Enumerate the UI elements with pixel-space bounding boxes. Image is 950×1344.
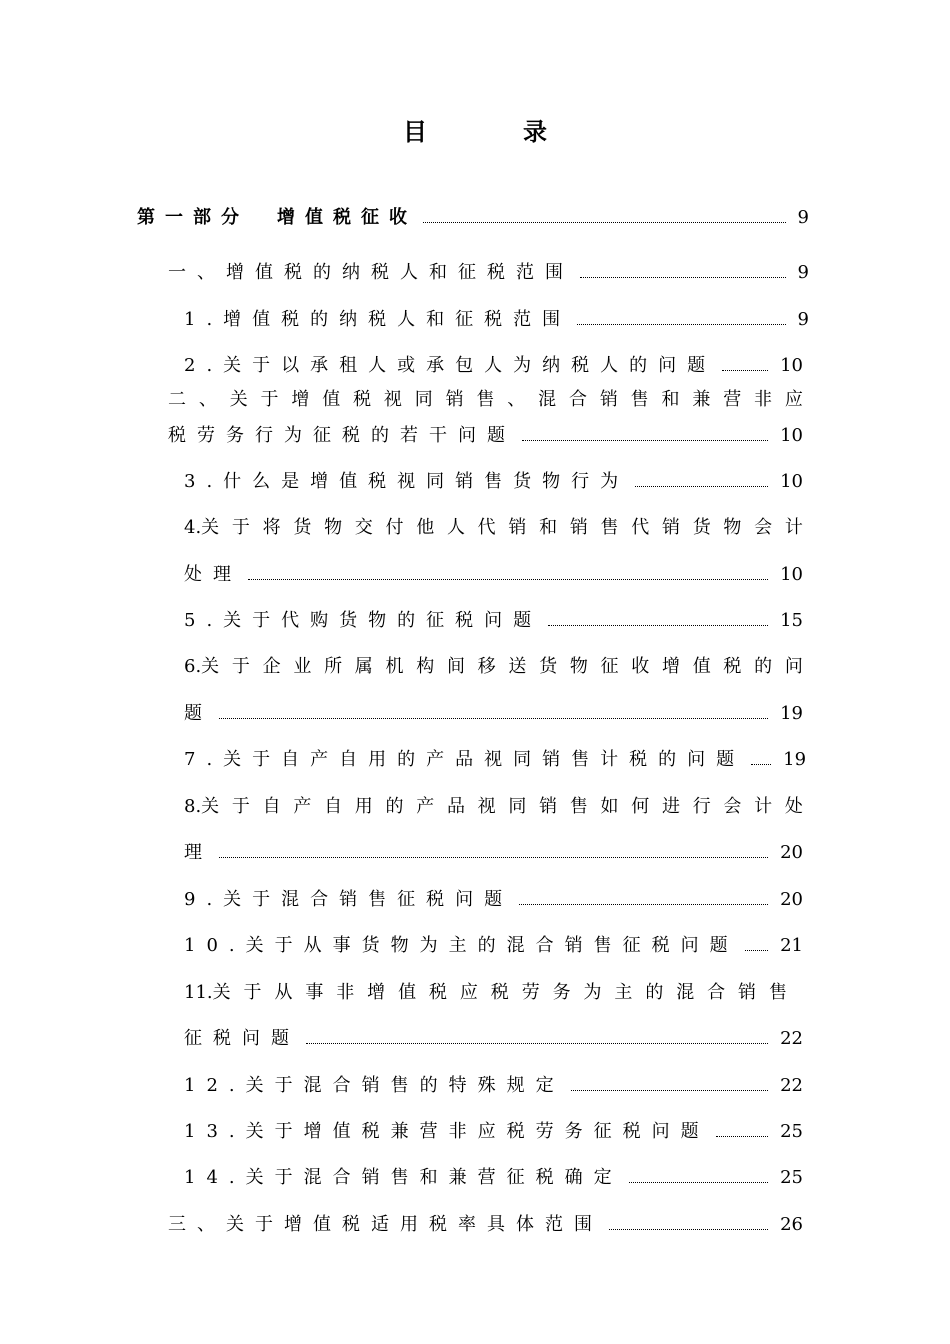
toc-label-char: 于 bbox=[243, 982, 262, 1003]
toc-label-char: 为 bbox=[583, 982, 602, 1003]
toc-label-char: 劳 bbox=[521, 982, 540, 1003]
toc-label-char: 的 bbox=[754, 656, 773, 677]
toc-label-char: 销 bbox=[508, 517, 527, 538]
toc-page-number: 22 bbox=[780, 1028, 803, 1049]
toc-entry-item-14[interactable] bbox=[184, 1163, 803, 1189]
toc-label: 1.增值税的纳税人和征税范围 bbox=[184, 309, 572, 330]
toc-label-char: 将 bbox=[262, 517, 281, 538]
toc-label-char: 于 bbox=[231, 517, 250, 538]
toc-entry-part-1[interactable] bbox=[137, 203, 809, 229]
toc-page-number: 20 bbox=[780, 842, 803, 863]
toc-page-number: 9 bbox=[797, 262, 809, 283]
toc-entry-item-8[interactable] bbox=[184, 838, 803, 864]
toc-label-char: 、 bbox=[198, 389, 217, 410]
toc-entry-item-5[interactable] bbox=[184, 606, 803, 632]
toc-entry-item-13[interactable] bbox=[184, 1117, 803, 1143]
toc-label-char: 用 bbox=[354, 796, 373, 817]
dot-leader bbox=[577, 323, 785, 325]
toc-page-number: 15 bbox=[780, 610, 803, 631]
toc-label-char: 何 bbox=[631, 796, 650, 817]
toc-label-char: 务 bbox=[552, 982, 571, 1003]
toc-label-char: 销 bbox=[661, 517, 680, 538]
toc-label-char: 售 bbox=[600, 517, 619, 538]
dot-leader bbox=[722, 369, 768, 371]
toc-label: 12.关于混合销售的特殊规定 bbox=[184, 1075, 565, 1096]
toc-label-char: 兼 bbox=[692, 389, 711, 410]
toc-label-char: 同 bbox=[508, 796, 527, 817]
toc-entry-item-6[interactable] bbox=[184, 699, 803, 725]
toc-label-char: 处 bbox=[784, 796, 803, 817]
toc-page-number: 19 bbox=[783, 749, 807, 770]
toc-label-char: 间 bbox=[446, 656, 465, 677]
toc-label: 征税问题 bbox=[184, 1028, 300, 1049]
toc-label-char: 构 bbox=[416, 656, 435, 677]
toc-page-number: 22 bbox=[780, 1075, 803, 1096]
toc-label-char: 税 bbox=[723, 656, 742, 677]
toc-label: 第一部分 增值税征收 bbox=[137, 207, 417, 228]
toc-label-char: 交 bbox=[354, 517, 373, 538]
toc-label-char: 物 bbox=[569, 656, 588, 677]
dot-leader bbox=[519, 903, 768, 905]
dot-leader bbox=[609, 1228, 768, 1230]
toc-entry-item-11[interactable] bbox=[184, 1024, 803, 1050]
toc-page-number: 25 bbox=[780, 1167, 803, 1188]
dot-leader bbox=[580, 276, 786, 278]
toc-label-char: 视 bbox=[383, 389, 402, 410]
dot-leader bbox=[219, 856, 768, 858]
toc-label-char: 企 bbox=[262, 656, 281, 677]
toc-label-char: 值 bbox=[692, 656, 711, 677]
toc-label: 13.关于增值税兼营非应税劳务征税问题 bbox=[184, 1121, 710, 1142]
toc-label-char: 税 bbox=[490, 982, 509, 1003]
toc-label-char: 营 bbox=[723, 389, 742, 410]
toc-page-number: 21 bbox=[780, 935, 803, 956]
toc-label-char: 和 bbox=[539, 517, 558, 538]
toc-entry-item-6-line1[interactable] bbox=[184, 652, 803, 678]
toc-label-char: 物 bbox=[723, 517, 742, 538]
toc-page-number: 10 bbox=[780, 564, 803, 585]
toc-entry-section-2-line1[interactable] bbox=[168, 385, 803, 411]
toc-label-char: 代 bbox=[477, 517, 496, 538]
dot-leader bbox=[522, 439, 768, 441]
toc-label-char: 值 bbox=[398, 982, 417, 1003]
toc-entry-section-1[interactable] bbox=[168, 258, 809, 284]
toc-label-char: 事 bbox=[305, 982, 324, 1003]
toc-entry-item-1[interactable] bbox=[184, 305, 809, 331]
toc-label-char: 物 bbox=[324, 517, 343, 538]
toc-label-char: 、 bbox=[507, 389, 526, 410]
toc-label-char: 销 bbox=[569, 517, 588, 538]
toc-entry-item-11-line1[interactable] bbox=[184, 978, 787, 1004]
toc-label: 题 bbox=[184, 703, 213, 724]
toc-page-number: 9 bbox=[797, 207, 809, 228]
toc-label-char: 值 bbox=[322, 389, 341, 410]
toc-label-char: 付 bbox=[385, 517, 404, 538]
dot-leader bbox=[219, 717, 768, 719]
toc-label-char: 合 bbox=[707, 982, 726, 1003]
dot-leader bbox=[423, 221, 786, 223]
toc-label-char: 4.关 bbox=[184, 517, 220, 538]
toc-page-number: 25 bbox=[780, 1121, 803, 1142]
toc-label-char: 税 bbox=[353, 389, 372, 410]
toc-label-char: 销 bbox=[539, 796, 558, 817]
toc-entry-section-2[interactable] bbox=[168, 421, 803, 447]
toc-label-char: 从 bbox=[274, 982, 293, 1003]
toc-entry-item-12[interactable] bbox=[184, 1071, 803, 1097]
toc-label-char: 应 bbox=[784, 389, 803, 410]
toc-label-char: 于 bbox=[231, 656, 250, 677]
toc-entry-item-10[interactable] bbox=[184, 931, 803, 957]
toc-label-char: 混 bbox=[676, 982, 695, 1003]
toc-label-char: 售 bbox=[768, 982, 787, 1003]
toc-label-char: 11.关 bbox=[184, 982, 231, 1003]
toc-label-char: 进 bbox=[661, 796, 680, 817]
toc-label-char: 计 bbox=[754, 796, 773, 817]
toc-label: 一、增值税的纳税人和征税范围 bbox=[168, 262, 574, 283]
toc-label-char: 会 bbox=[754, 517, 773, 538]
toc-label-char: 销 bbox=[599, 389, 618, 410]
toc-page-number: 9 bbox=[797, 309, 809, 330]
toc-label-char: 人 bbox=[446, 517, 465, 538]
dot-leader bbox=[635, 485, 768, 487]
toc-label-char: 货 bbox=[539, 656, 558, 677]
dot-leader bbox=[248, 578, 768, 580]
toc-label-char: 他 bbox=[416, 517, 435, 538]
toc-label-char: 于 bbox=[231, 796, 250, 817]
dot-leader bbox=[751, 763, 771, 765]
dot-leader bbox=[548, 624, 768, 626]
toc-entry-item-9[interactable] bbox=[184, 885, 803, 911]
toc-label-char: 8.关 bbox=[184, 796, 220, 817]
toc-label-char: 自 bbox=[324, 796, 343, 817]
toc-label-char: 关 bbox=[229, 389, 248, 410]
toc-label-char: 销 bbox=[445, 389, 464, 410]
toc-label-char: 产 bbox=[416, 796, 435, 817]
toc-label-char: 所 bbox=[324, 656, 343, 677]
toc-label-char: 会 bbox=[723, 796, 742, 817]
dot-leader bbox=[745, 949, 768, 951]
toc-label-char: 和 bbox=[661, 389, 680, 410]
toc-label: 3.什么是增值税视同销售货物行为 bbox=[184, 471, 630, 492]
toc-label: 理 bbox=[184, 842, 213, 863]
toc-label-char: 同 bbox=[414, 389, 433, 410]
toc-label: 10.关于从事货物为主的混合销售征税问题 bbox=[184, 935, 739, 956]
toc-label: 三、关于增值税适用税率具体范围 bbox=[168, 1214, 603, 1235]
toc-entry-item-2[interactable] bbox=[184, 351, 803, 377]
toc-label-char: 计 bbox=[784, 517, 803, 538]
toc-label-char: 征 bbox=[600, 656, 619, 677]
toc-label-char: 增 bbox=[367, 982, 386, 1003]
toc-entry-item-3[interactable] bbox=[184, 467, 803, 493]
toc-label-char: 视 bbox=[477, 796, 496, 817]
toc-label-char: 行 bbox=[692, 796, 711, 817]
toc-label-char: 应 bbox=[459, 982, 478, 1003]
toc-label-char: 品 bbox=[446, 796, 465, 817]
toc-label-char: 增 bbox=[291, 389, 310, 410]
toc-label-char: 送 bbox=[508, 656, 527, 677]
toc-label-char: 税 bbox=[428, 982, 447, 1003]
toc-label: 处理 bbox=[184, 564, 242, 585]
toc-label-char: 于 bbox=[260, 389, 279, 410]
toc-label: 5.关于代购货物的征税问题 bbox=[184, 610, 543, 631]
toc-label-char: 的 bbox=[385, 796, 404, 817]
toc-page-number: 10 bbox=[780, 425, 803, 446]
toc-label-char: 二 bbox=[168, 389, 186, 410]
toc-label-char: 收 bbox=[631, 656, 650, 677]
toc-label-char: 代 bbox=[631, 517, 650, 538]
dot-leader bbox=[571, 1089, 768, 1091]
toc-label: 14.关于混合销售和兼营征税确定 bbox=[184, 1167, 623, 1188]
toc-label-char: 销 bbox=[738, 982, 757, 1003]
toc-label-char: 混 bbox=[538, 389, 557, 410]
toc-label-char: 售 bbox=[476, 389, 495, 410]
toc-label-char: 售 bbox=[630, 389, 649, 410]
toc-entry-section-3[interactable] bbox=[168, 1210, 803, 1236]
toc-label-char: 货 bbox=[692, 517, 711, 538]
toc-label: 税劳务行为征税的若干问题 bbox=[168, 425, 516, 446]
toc-label-char: 移 bbox=[477, 656, 496, 677]
toc-label-char: 产 bbox=[293, 796, 312, 817]
toc-entry-item-8-line1[interactable] bbox=[184, 792, 803, 818]
toc-label-char: 如 bbox=[600, 796, 619, 817]
toc-label-char: 业 bbox=[293, 656, 312, 677]
toc-page-number: 10 bbox=[780, 355, 803, 376]
toc-entry-item-4[interactable] bbox=[184, 560, 803, 586]
toc-label-char: 非 bbox=[336, 982, 355, 1003]
toc-label-char: 属 bbox=[354, 656, 373, 677]
toc-label-char: 货 bbox=[293, 517, 312, 538]
toc-label-char: 售 bbox=[569, 796, 588, 817]
dot-leader bbox=[306, 1042, 768, 1044]
toc-label: 9.关于混合销售征税问题 bbox=[184, 889, 514, 910]
page-title: 目 录 bbox=[403, 118, 583, 146]
toc-label-char: 问 bbox=[784, 656, 803, 677]
toc-label: 2.关于以承租人或承包人为纳税人的问题 bbox=[184, 355, 717, 376]
toc-page-number: 20 bbox=[780, 889, 803, 910]
toc-page-number: 19 bbox=[780, 703, 803, 724]
toc-label-char: 增 bbox=[661, 656, 680, 677]
toc-page-number: 26 bbox=[780, 1214, 803, 1235]
toc-label-char: 非 bbox=[754, 389, 773, 410]
toc-label: 7.关于自产自用的产品视同销售计税的问题 bbox=[184, 749, 746, 770]
dot-leader bbox=[629, 1181, 768, 1183]
toc-label-char: 的 bbox=[645, 982, 664, 1003]
toc-label-char: 机 bbox=[385, 656, 404, 677]
toc-entry-item-4-line1[interactable] bbox=[184, 513, 803, 539]
toc-entry-item-7[interactable] bbox=[184, 745, 807, 771]
toc-label-char: 6.关 bbox=[184, 656, 220, 677]
dot-leader bbox=[716, 1135, 768, 1137]
toc-label-char: 主 bbox=[614, 982, 633, 1003]
toc-label-char: 自 bbox=[262, 796, 281, 817]
toc-page-number: 10 bbox=[780, 471, 803, 492]
toc-label-char: 合 bbox=[568, 389, 587, 410]
